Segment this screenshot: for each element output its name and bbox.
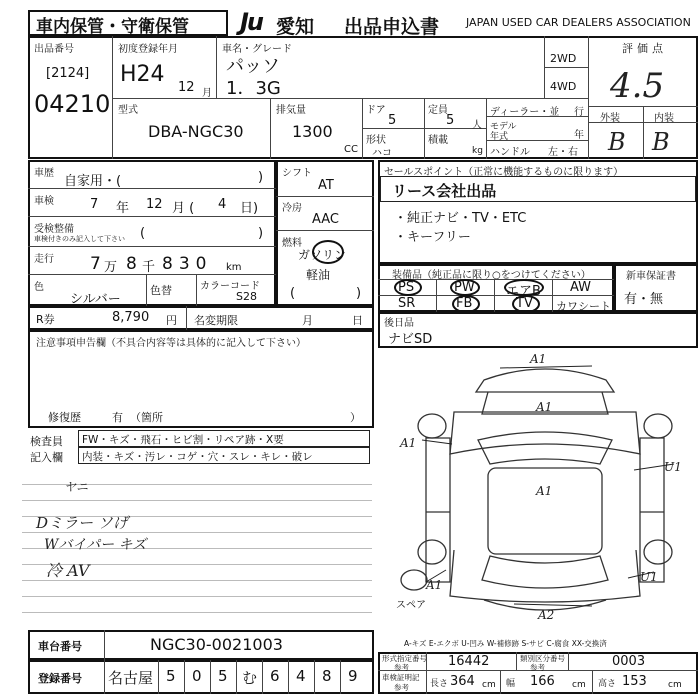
category-number: 0003 [612,654,646,669]
equip-fb-circle [452,295,480,313]
handle-label: ハンドル [490,147,530,158]
color-value: シルバー [70,292,121,307]
first-reg-month-unit: 月 [202,88,212,99]
wheel-front-right [644,414,672,438]
repair-history-label: 修復歴 [48,411,81,424]
equip-airbag-circle [504,279,544,296]
width-unit: cm [572,680,586,690]
shift-label: シフト [282,168,312,179]
length-label: 長さ [430,679,449,689]
fuel-label: 燃料 [282,238,302,249]
mileage-man-unit: 万 [104,260,118,275]
handwritten-note-1: ヤニ [64,480,89,494]
category-number-sub: 参考 [530,663,545,672]
first-reg-year: H24 [120,62,165,87]
handwritten-note-4: 冷 AV [46,561,90,580]
color-code: S28 [236,290,257,303]
windshield [478,432,612,464]
equip-ps-circle [394,279,422,296]
inspection-day-unit: 日) [240,201,259,216]
shift-value: AT [318,178,334,193]
registration-digit-4: 9 [348,667,358,685]
warranty-label: 新車保証書 [626,271,676,282]
drive-2wd: 2WD [550,52,577,65]
handwritten-note-3: Wバイパー キズ [44,537,147,553]
color-code-label: カラーコード [200,281,260,292]
inspection-month: 12 [146,197,163,212]
certified-label: 受検整備 [34,224,74,235]
equip-aw: AW [570,280,592,295]
fuel-gasoline-circle [312,240,344,264]
form-title: 出品申込書 [344,16,440,38]
damage-note-1: A1 [530,352,547,366]
model-year-label-1: モデル [490,122,517,132]
inspection-month-unit: 月 ( [172,201,195,216]
damage-note-6: A1 [426,578,443,592]
model-year-unit: 年 [574,130,584,141]
ac-label: 冷房 [282,203,302,214]
color-label: 色 [34,282,44,293]
equip-fb: FB [456,296,473,311]
interior-grade: B [652,128,670,156]
displacement-label: 排気量 [276,105,306,116]
registration-region: 名古屋 [108,669,154,687]
history-value: 自家用・( [64,174,122,189]
model-code: DBA-NGC30 [148,122,244,141]
after-items-label: 後日品 [384,318,414,329]
exterior-grade: B [608,128,626,156]
wheel-rear-left [418,540,446,564]
damage-note-5: U1 [664,460,682,474]
after-items-value: ナビSD [388,332,433,347]
ac-value: AAC [312,212,339,227]
mileage-sen: 8 [126,254,137,274]
rear-window [482,556,608,588]
inspector-label-2: 記入欄 [30,451,63,464]
wheel-rear-right [644,540,672,564]
mileage-unit: km [226,262,242,273]
width-value: 166 [530,674,555,689]
lot-bracket-number: [2124] [46,66,90,81]
handwritten-note-2: Dミラー ソげ [36,514,128,532]
capacity-unit: 人 [472,120,482,131]
drive-4wd: 4WD [550,80,577,93]
mileage-rest: 830 [162,254,213,274]
notes-label: 注意事項申告欄（不具合内容等は具体的に記入して下さい） [36,338,306,349]
mileage-label: 走行 [34,254,54,265]
registration-digit-1: 6 [270,667,280,685]
repair-location-label: （箇所 [130,411,163,424]
warranty-options: 有・無 [624,292,664,307]
mileage-sen-unit: 千 [142,260,156,275]
height-unit: cm [668,680,682,690]
inspection-label: 車検 [34,196,54,207]
exterior-label: 外装 [600,113,620,124]
dealer-label: ディーラー・並 [490,107,560,118]
type-number-sub: 参考 [394,663,409,672]
length-value: 364 [450,674,475,689]
inspection-day: 4 [218,197,227,212]
equip-airbag: エアB [506,284,541,299]
recycle-value: 8,790 [112,310,150,325]
chassis-label: 車台番号 [38,640,82,653]
sales-point-label: セールスポイント（正常に機能するものに限ります） [384,167,624,178]
recycle-label: R券 [36,313,55,326]
wheel-front-left [418,414,446,438]
registration-class-2: 0 [192,667,202,685]
score-value: 4.5 [610,66,665,106]
right-side [640,438,664,582]
association-name: JAPAN USED CAR DEALERS ASSOCIATION [466,16,691,29]
type-number: 16442 [448,654,490,669]
damage-note-4: A1 [536,484,553,498]
damage-note-7: U1 [640,570,658,584]
expiry-month-unit: 月 [302,314,313,327]
certified-close: ) [258,226,264,241]
shape-label: 形状 [366,135,386,146]
mileage-man: 7 [90,254,101,274]
registration-class-1: 5 [166,667,176,685]
ju-logo-icon: Ju [240,8,263,36]
car-name-label: 車名・グレード [222,44,292,55]
repair-history-value: 有 [112,411,123,424]
cert-label: 車検証明記 [382,673,420,682]
type-number-label: 形式指定番号 [382,654,427,663]
damage-note-3: A1 [400,436,417,450]
shape: ハコ [372,148,392,159]
storage-tab-label: 車内保管・守衛保管 [36,17,189,37]
registration-class-3: 5 [218,667,228,685]
load-label: 積載 [428,135,448,146]
equip-leather-seat: カワシート [556,300,611,313]
fuel-close: ) [356,286,362,301]
category-number-label: 類別区分番号 [520,654,565,663]
handle-options: 左・右 [548,147,578,158]
certified-paren: ( [140,226,146,241]
height-label: 高さ [598,679,617,689]
model-year-label-2: 年式 [490,132,509,142]
dealer-value: 行 [574,107,584,118]
color-change-label: 色替 [150,284,172,297]
height-value: 153 [622,674,647,689]
equip-pw: PW [454,280,475,295]
fuel-paren: ( [290,286,296,301]
registration-kana: む [242,669,258,687]
damage-note-2: A1 [536,400,553,414]
front-bumper [476,369,614,392]
load-unit: kg [472,146,483,156]
inspector-line-2: 内装・キズ・汚レ・コゲ・穴・スレ・キレ・破レ [82,451,313,463]
spare-tire [401,570,427,590]
equip-tv: TV [516,296,533,311]
capacity-label: 定員 [428,105,448,116]
displacement-unit: CC [344,144,358,155]
inspection-year-unit: 年 [116,201,130,216]
first-reg-label: 初度登録年月 [118,44,178,55]
history-label: 車歴 [34,168,54,179]
brand-name: 愛知 [276,16,315,38]
inspection-year: 7 [90,197,99,212]
length-unit: cm [482,680,496,690]
equip-tv-circle [512,295,540,313]
first-reg-month: 12 [178,80,195,95]
sales-point-item-1: ・純正ナビ・TV・ETC [394,211,527,226]
score-label: 評価点 [622,42,667,55]
repair-location-close: ） [350,411,361,424]
left-side [426,438,450,582]
registration-label: 登録番号 [38,672,82,685]
roof [488,468,602,554]
inspector-line-1: FW・キズ・飛石・ヒビ割・リペア跡・X要 [82,434,284,446]
capacity: 5 [446,113,455,128]
registration-digit-3: 8 [322,667,332,685]
width-label: 幅 [506,679,516,689]
registration-digit-2: 4 [296,667,306,685]
cert-sub: 参考 [394,683,409,692]
model-label: 型式 [118,105,138,116]
sales-point-item-2: ・キーフリー [394,230,471,245]
recycle-unit: 円 [166,314,177,327]
car-name: パッソ [226,56,280,77]
car-grade: 1．3G [226,78,281,99]
equip-sr: SR [398,296,416,311]
tailgate [450,550,640,602]
chassis-number: NGC30-0021003 [150,635,283,654]
equipment-label: 装備品（純正品に限り○をつけてください） [392,270,591,281]
displacement: 1300 [292,122,333,141]
spare-label: スペア [396,600,426,611]
fuel-diesel: 軽油 [306,268,331,282]
damage-legend: A-キズ E-エクボ U-凹み W-補修跡 S-サビ C-腐食 XX-交換済 [404,639,607,648]
history-close: ) [258,170,264,185]
hood [450,412,640,454]
damage-note-8: A2 [538,608,555,622]
expiry-day-unit: 日 [352,314,363,327]
doors-label: ドア [366,105,386,116]
sales-point-headline: リース会社出品 [392,182,497,200]
fuel-gasoline: ガソリン [298,248,347,262]
lot-number-label: 出品番号 [34,44,74,55]
interior-label: 内装 [654,113,674,124]
equip-ps: PS [398,280,415,295]
equip-pw-circle [450,279,480,296]
name-change-expiry-label: 名変期限 [194,314,238,327]
inspector-label-1: 検査員 [30,435,63,448]
lot-number: 04210 [34,90,111,118]
certified-note: 車検付きのみ記入して下さい [34,235,125,243]
doors: 5 [388,113,397,128]
